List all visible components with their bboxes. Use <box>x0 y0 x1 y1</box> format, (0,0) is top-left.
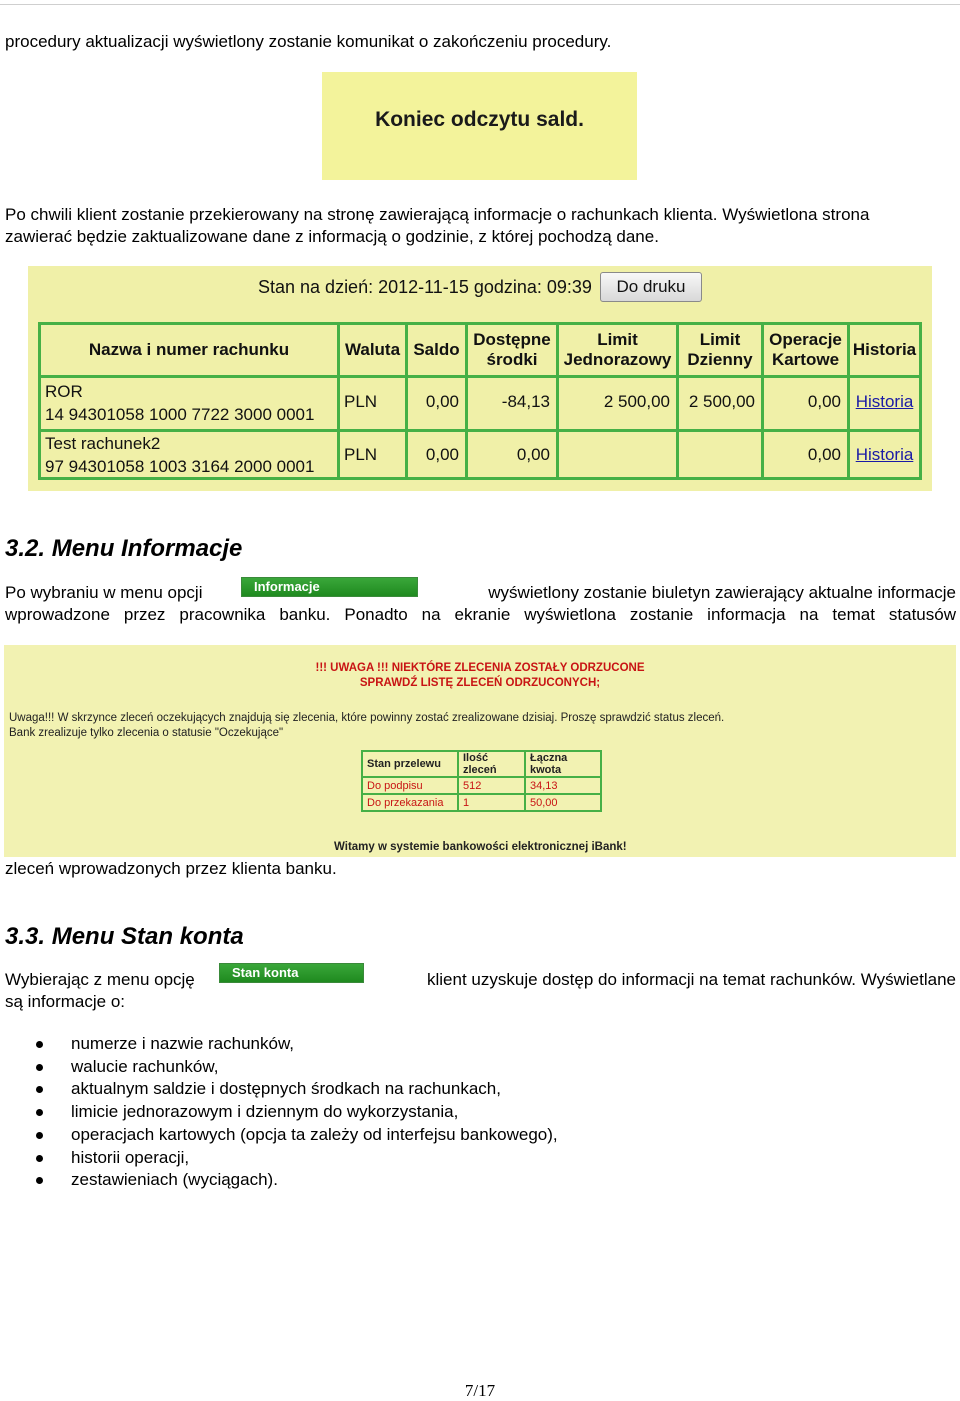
total-amount-header: Łączna kwota <box>525 751 601 777</box>
account-name: ROR <box>45 382 83 401</box>
section-3-3-line-2: są informacje o: <box>5 992 125 1011</box>
account-number: 14 94301058 1000 7722 3000 0001 <box>45 405 315 424</box>
account-available: 0,00 <box>468 432 559 477</box>
account-name: Test rachunek2 <box>45 434 161 453</box>
account-limit-once: 2 500,00 <box>559 378 679 429</box>
account-balance: 0,00 <box>408 378 468 429</box>
section-3-3-text-after: klient uzyskuje dostęp do informacji na temat rachunków. Wyświetlane <box>427 970 956 989</box>
intro-line: procedury aktualizacji wyświetlony zostanie komunikat o zakończeniu procedury. <box>5 32 612 51</box>
order-status-header-row <box>362 751 601 777</box>
account-limit-once <box>559 432 679 477</box>
print-button[interactable]: Do druku <box>600 272 702 302</box>
page-number: 7/17 <box>464 1381 496 1400</box>
warning-body-line-2: Bank zrealizuje tylko zlecenia o statusie "Oczekujące" <box>9 727 284 739</box>
order-count-header: Ilość zleceń <box>458 751 525 777</box>
list-item: walucie rachunków, <box>36 1056 558 1079</box>
history-link[interactable]: Historia <box>855 445 914 464</box>
section-3-2-line-3: zleceń wprowadzonych przez klienta banku. <box>5 859 337 878</box>
list-item: aktualnym saldzie i dostępnych środkach na rachunkach, <box>36 1078 558 1101</box>
warning-title-1: !!! UWAGA !!! NIEKTÓRE ZLECENIA ZOSTAŁY ODRZUCONE <box>315 662 645 674</box>
header-balance: Saldo <box>413 340 460 359</box>
header-card-operations: Operacje Kartowe <box>769 330 842 369</box>
order-status-cell: Do przekazania <box>362 794 458 811</box>
order-status-row <box>362 794 601 811</box>
list-item: zestawieniach (wyciągach). <box>36 1169 558 1192</box>
header-account-name: Nazwa i numer rachunku <box>88 340 290 359</box>
account-available: -84,13 <box>468 378 559 429</box>
end-of-reading-message: Koniec odczytu sald. <box>375 108 584 131</box>
account-card-operations: 0,00 <box>764 432 850 477</box>
account-number: 97 94301058 1003 3164 2000 0001 <box>45 457 315 476</box>
header-available: Dostępne środki <box>473 330 551 369</box>
order-status-cell: Do podpisu <box>362 777 458 794</box>
section-3-2-heading: 3.2. Menu Informacje <box>5 535 243 562</box>
warning-body <box>9 711 724 741</box>
section-3-3-heading: 3.3. Menu Stan konta <box>5 923 244 950</box>
account-currency: PLN <box>340 432 408 477</box>
redirect-paragraph-line-2: zawierać będzie zaktualizowane dane z informacją o godzinie, z której pochodzą dane. <box>5 227 659 246</box>
account-limit-daily <box>679 432 764 477</box>
order-count-cell: 512 <box>458 777 525 794</box>
order-status-table <box>361 750 602 812</box>
stan-konta-menu-button[interactable]: Stan konta <box>219 963 364 983</box>
end-of-reading-message-box <box>322 72 637 180</box>
history-link[interactable]: Historia <box>855 392 914 411</box>
informacje-menu-button[interactable]: Informacje <box>241 577 418 597</box>
header-limit-once: Limit Jednorazowy <box>563 330 672 369</box>
order-status-row <box>362 777 601 794</box>
account-card-operations: 0,00 <box>764 378 850 429</box>
section-3-3-text-before: Wybierając z menu opcję <box>5 970 195 989</box>
section-3-2-line-2: wprowadzone przez pracownika banku. Ponadto na ekranie wyświetlona zostanie informacja na temat statusów <box>5 605 956 624</box>
header-history: Historia <box>852 340 917 359</box>
order-status-screenshot <box>4 645 956 857</box>
list-item: limicie jednorazowym i dziennym do wykorzystania, <box>36 1101 558 1124</box>
account-currency: PLN <box>340 378 408 429</box>
list-item: numerze i nazwie rachunków, <box>36 1033 558 1056</box>
accounts-table-header <box>41 325 919 375</box>
total-amount-cell: 50,00 <box>525 794 601 811</box>
accounts-screenshot <box>28 266 932 491</box>
account-row <box>41 378 919 429</box>
list-item: operacjach kartowych (opcja ta zależy od interfejsu bankowego), <box>36 1124 558 1147</box>
accounts-table <box>38 322 922 480</box>
account-row <box>41 432 919 477</box>
warning-title-2: SPRAWDŹ LISTĘ ZLECEŃ ODRZUCONYCH; <box>359 677 601 689</box>
balance-date-label: Stan na dzień: 2012-11-15 godzina: 09:39 <box>258 277 592 297</box>
warning-body-line-1: Uwaga!!! W skrzynce zleceń oczekujących znajdują się zlecenia, które powinny zostać zrealizowane dzisiaj. Proszę sprawdzić status zleceń. <box>9 712 725 724</box>
information-bullet-list <box>36 1033 558 1192</box>
redirect-paragraph-line-1: Po chwili klient zostanie przekierowany na stronę zawierającą informacje o rachunkach klienta. Wyświetlona strona <box>5 205 870 224</box>
list-item: historii operacji, <box>36 1147 558 1170</box>
account-limit-daily: 2 500,00 <box>679 378 764 429</box>
section-3-2-text-after: wyświetlony zostanie biuletyn zawierający aktualne informacje <box>488 583 956 602</box>
welcome-message: Witamy w systemie bankowości elektronicznej iBank! <box>334 841 627 853</box>
header-limit-daily: Limit Dzienny <box>687 330 753 369</box>
order-count-cell: 1 <box>458 794 525 811</box>
page-top-rule <box>0 4 960 5</box>
section-3-2-text-before: Po wybraniu w menu opcji <box>5 583 203 602</box>
header-currency: Waluta <box>344 340 401 359</box>
account-balance: 0,00 <box>408 432 468 477</box>
total-amount-cell: 34,13 <box>525 777 601 794</box>
order-status-header: Stan przelewu <box>362 751 458 777</box>
